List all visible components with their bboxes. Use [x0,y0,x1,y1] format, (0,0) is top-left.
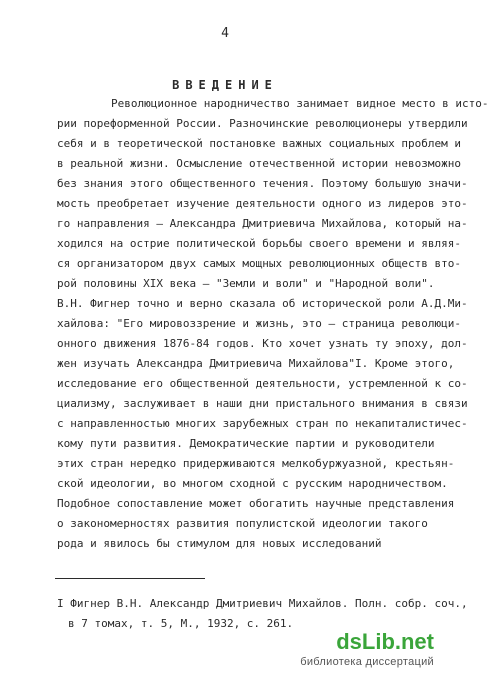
text-line: о закономерностях развития популистской идеологии такого [57,517,428,530]
watermark-logo: dsLib.net [336,629,434,654]
watermark [300,630,434,668]
text-line: ходился на острие политической борьбы своего времени и являя- [57,237,461,250]
footnote-line: в 7 томах, т. 5, М., 1932, с. 261. [68,617,294,630]
text-line: ской идеологии, во многом сходной с русским народничеством. [57,477,448,490]
text-line: Подобное сопоставление может обогатить научные представления [57,497,455,510]
text-line: себя и в теоретической постановке важных социальных проблем и [57,137,461,150]
text-line: исследование его общественной деятельности, устремленной к со- [57,377,468,390]
footnote-divider [55,578,205,579]
text-line: онного движения 1876-84 годов. Кто хочет узнать ту эпоху, дол- [57,337,468,350]
text-line: рой половины XIX века – "Земли и воли" и "Народной воли". [57,277,435,290]
text-line: рода и явилось бы стимулом для новых исследований [57,537,382,550]
footnote-line: I Фигнер В.Н. Александр Дмитриевич Михайлов. Полн. собр. соч., [57,597,468,610]
text-line: Революционное народничество занимает видное место в исто- [111,97,489,110]
page-number: 4 [221,26,229,41]
text-line: мость преобретает изучение деятельности одного из лидеров это- [57,197,468,210]
text-line: кому пути развития. Демократические партии и руководители [57,437,435,450]
text-line: го направления – Александра Дмитриевича Михайлова, который на- [57,217,468,230]
text-line: жен изучать Александра Дмитриевича Михайлова"I. Кроме этого, [57,357,455,370]
watermark-subtitle: библиотека диссертаций [300,656,434,668]
text-line: рии пореформенной России. Разночинские революционеры утвердили [57,117,468,130]
text-line: хайлова: "Его мировоззрение и жизнь, это – страница революци- [57,317,461,330]
page-heading: ВВЕДЕНИЕ [172,78,278,92]
text-line: в реальной жизни. Осмысление отечественной истории невозможно [57,157,461,170]
text-line: без знания этого общественного течения. Поэтому большую значи- [57,177,468,190]
text-line: ся организатором двух самых мощных революционных обществ вто- [57,257,461,270]
text-line: В.Н. Фигнер точно и верно сказала об исторической роли А.Д.Ми- [57,297,468,310]
text-line: циализму, заслуживает в наши дни пристального внимания в связи [57,397,468,410]
text-line: с направленностью многих зарубежных стран по некапиталистичес- [57,417,468,430]
text-line: этих стран нередко придерживаются мелкобуржуазной, крестьян- [57,457,455,470]
